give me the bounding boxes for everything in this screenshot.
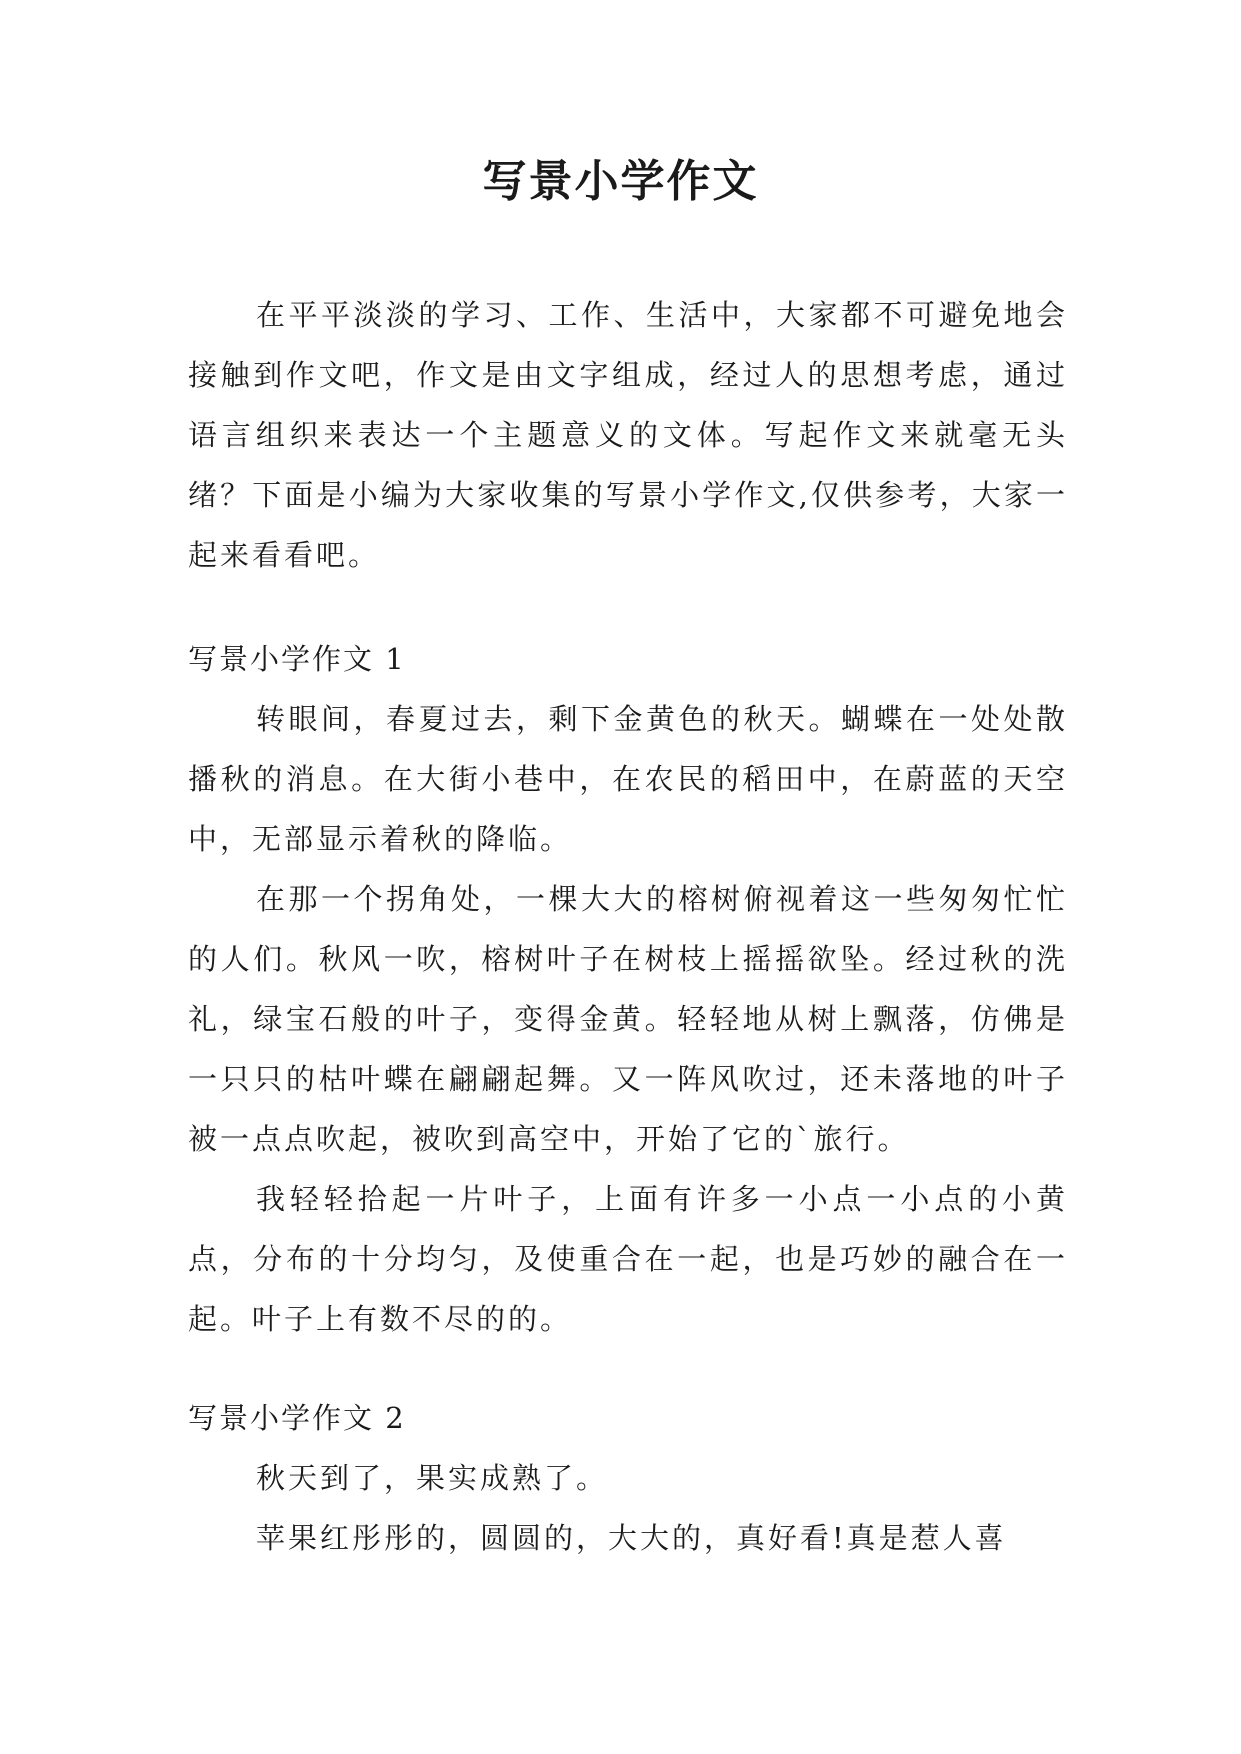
paragraph: 我轻轻拾起一片叶子，上面有许多一小点一小点的小黄点，分布的十分均匀，及使重合在一起，也是巧妙的融合在一起。叶子上有数不尽的的。 [188, 1182, 1068, 1336]
essay-section-1 [188, 629, 1068, 1349]
paragraph: 转眼间，春夏过去，剩下金黄色的秋天。蝴蝶在一处处散播秋的消息。在大街小巷中，在农民的稻田中，在蔚蓝的天空中，无部显示着秋的降临。 [188, 702, 1068, 856]
paragraph: 在那一个拐角处，一棵大大的榕树俯视着这一些匆匆忙忙的人们。秋风一吹，榕树叶子在树枝上摇摇欲坠。经过秋的洗礼，绿宝石般的叶子，变得金黄。轻轻地从树上飘落，仿佛是一只只的枯叶蝶在翩翩起舞。又一阵风吹过，还未落地的叶子被一点点吹起，被吹到高空中，开始了它的`旅行。 [188, 882, 1068, 1156]
paragraph: 苹果红彤彤的，圆圆的，大大的，真好看!真是惹人喜 [256, 1521, 1007, 1555]
section-heading: 写景小学作文 1 [188, 642, 406, 676]
intro-paragraph: 在平平淡淡的学习、工作、生活中，大家都不可避免地会接触到作文吧，作文是由文字组成，经过人的思想考虑，通过语言组织来表达一个主题意义的文体。写起作文来就毫无头绪？下面是小编为大家收集的写景小学作文,仅供参考，大家一起来看看吧。 [188, 298, 1068, 572]
document-title: 写景小学作文 [482, 156, 759, 207]
paragraph: 秋天到了，果实成熟了。 [256, 1461, 609, 1495]
intro-section [188, 285, 1068, 585]
essay-section-2 [188, 1388, 1068, 1568]
section-heading: 写景小学作文 2 [188, 1401, 406, 1435]
